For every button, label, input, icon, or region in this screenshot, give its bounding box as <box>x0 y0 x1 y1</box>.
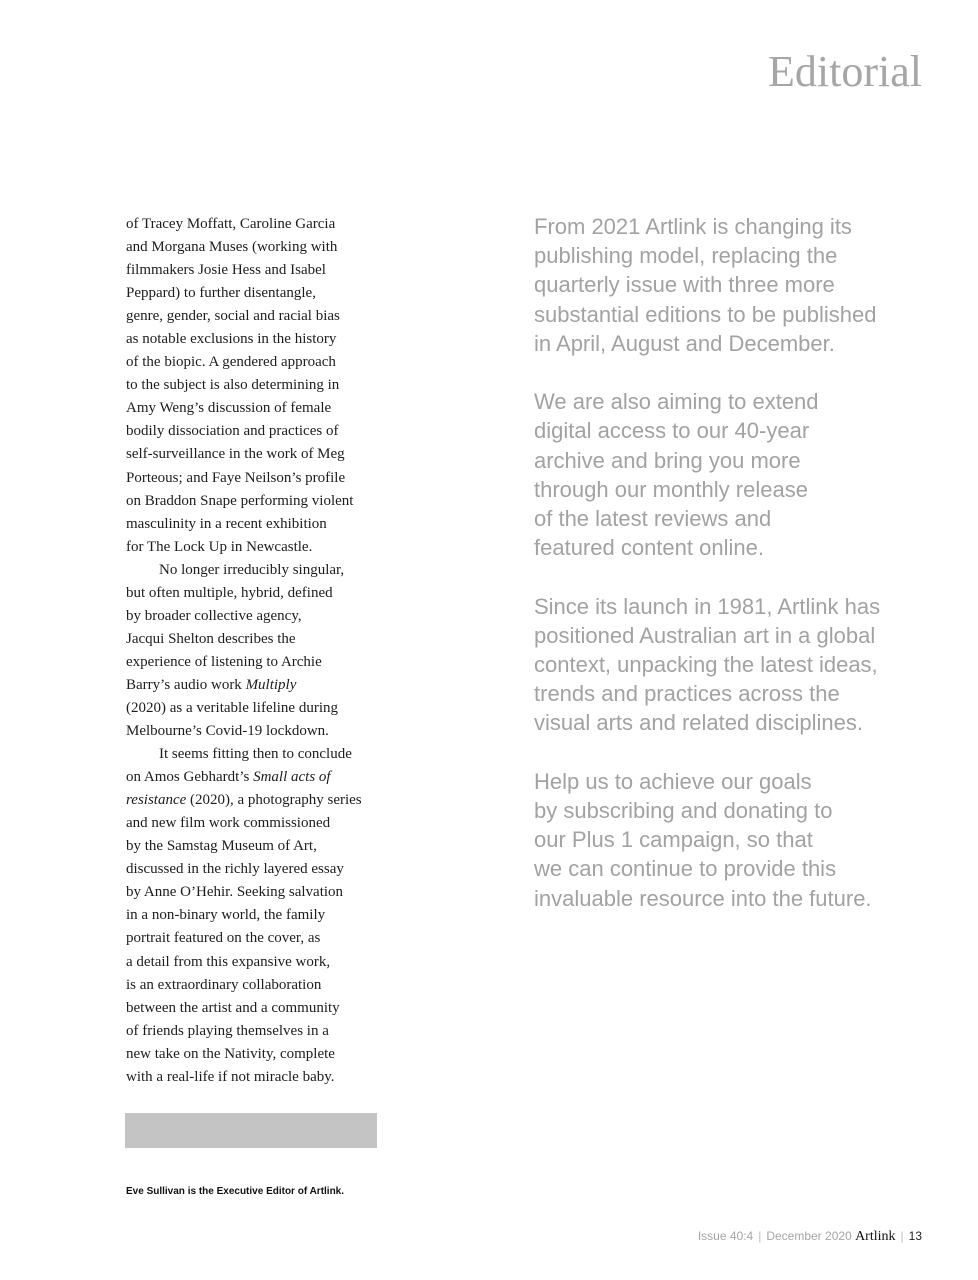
pull-quote-line: by subscribing and donating to <box>534 798 833 824</box>
body-line: but often multiple, hybrid, defined <box>126 584 333 601</box>
body-line: experience of listening to Archie <box>126 653 322 670</box>
body-line: in a non-binary world, the family <box>126 907 326 924</box>
body-line: for The Lock Up in Newcastle. <box>126 538 313 555</box>
pull-quote-line: Since its launch in 1981, Artlink has <box>534 593 881 619</box>
body-line: to the subject is also determining in <box>126 377 340 394</box>
pull-quote-line: invaluable resource into the future. <box>534 885 872 911</box>
pull-quote-line: featured content online. <box>534 535 764 561</box>
pull-quote-paragraph <box>534 387 914 562</box>
body-line: (2020) as a veritable lifeline during <box>126 699 339 716</box>
body-line: portrait featured on the cover, as <box>126 930 321 947</box>
body-line: filmmakers Josie Hess and Isabel <box>126 262 326 279</box>
pull-quote-line: archive and bring you more <box>534 447 801 473</box>
body-line: between the artist and a community <box>126 999 340 1016</box>
footer-divider: | <box>758 1229 762 1243</box>
page-footer <box>698 1229 922 1245</box>
body-line: Porteous; and Faye Neilson’s profile <box>126 469 346 486</box>
body-line: by the Samstag Museum of Art, <box>126 838 317 855</box>
body-line <box>126 674 394 697</box>
body-line: of friends playing themselves in a <box>126 1022 329 1039</box>
body-line: of Tracey Moffatt, Caroline Garcia <box>126 216 336 232</box>
section-title: Editorial <box>768 47 922 96</box>
body-line: new take on the Nativity, complete <box>126 1045 335 1062</box>
body-line: as notable exclusions in the history <box>126 331 337 348</box>
body-line: It seems fitting then to conclude <box>159 746 352 763</box>
issue-date: December 2020 <box>766 1229 852 1243</box>
pull-quote-column <box>534 212 914 942</box>
artwork-title: Small acts of <box>253 769 331 786</box>
pull-quote-line: of the latest reviews and <box>534 506 772 532</box>
body-line: on Braddon Snape performing violent <box>126 492 354 509</box>
body-line: discussed in the richly layered essay <box>126 861 344 878</box>
pull-quote-paragraph <box>534 592 914 738</box>
body-text: (2020), a photography series <box>190 792 362 809</box>
pull-quote-line: visual arts and related disciplines. <box>534 710 863 736</box>
body-line: self-surveillance in the work of Meg <box>126 446 345 463</box>
body-line: bodily dissociation and practices of <box>126 423 339 440</box>
body-line: Jacqui Shelton describes the <box>126 630 296 647</box>
pull-quote-line: quarterly issue with three more <box>534 272 835 298</box>
pull-quote-paragraph <box>534 767 914 913</box>
artwork-title: Multiply <box>245 676 297 693</box>
artwork-title: resistance <box>126 792 187 809</box>
author-byline: Eve Sullivan is the Executive Editor of Artlink. <box>126 1186 345 1197</box>
body-line: genre, gender, social and racial bias <box>126 308 340 325</box>
article-body-column <box>126 213 394 1089</box>
body-line: masculinity in a recent exhibition <box>126 515 327 532</box>
body-line: Melbourne’s Covid-19 lockdown. <box>126 723 329 740</box>
pull-quote-line: substantial editions to be published <box>534 301 877 327</box>
pull-quote-line: positioned Australian art in a global <box>534 622 876 648</box>
body-text: on Amos Gebhardt’s <box>126 769 250 786</box>
pull-quote-line: From 2021 Artlink is changing its <box>534 214 852 239</box>
body-line <box>126 766 394 789</box>
body-line: Peppard) to further disentangle, <box>126 285 316 302</box>
pull-quote-paragraph <box>534 212 914 358</box>
body-line: No longer irreducibly singular, <box>159 561 345 578</box>
body-line: and new film work commissioned <box>126 815 331 832</box>
body-line: a detail from this expansive work, <box>126 953 331 970</box>
body-line: of the biopic. A gendered approach <box>126 354 336 371</box>
signature-placeholder-bar <box>125 1113 377 1148</box>
pull-quote-line: our Plus 1 campaign, so that <box>534 827 813 853</box>
pull-quote-line: we can continue to provide this <box>534 856 837 882</box>
pull-quote-line: digital access to our 40-year <box>534 418 810 444</box>
body-line: is an extraordinary collaboration <box>126 976 322 993</box>
pull-quote-line: Help us to achieve our goals <box>534 768 812 794</box>
issue-number: Issue 40:4 <box>697 1229 754 1243</box>
body-line: with a real-life if not miracle baby. <box>126 1068 335 1085</box>
pull-quote-line: through our monthly release <box>534 476 808 502</box>
body-text: Barry’s audio work <box>126 676 242 693</box>
pull-quote-line: We are also aiming to extend <box>534 389 819 415</box>
body-line <box>126 789 394 812</box>
body-line: by Anne O’Hehir. Seeking salvation <box>126 884 344 901</box>
pull-quote-line: publishing model, replacing the <box>534 243 838 269</box>
body-line: Amy Weng’s discussion of female <box>126 400 332 417</box>
pull-quote-line: trends and practices across the <box>534 681 840 707</box>
footer-divider: | <box>900 1229 904 1243</box>
body-line: and Morgana Muses (working with <box>126 239 338 256</box>
body-line: by broader collective agency, <box>126 607 302 624</box>
publication-name: Artlink <box>855 1229 896 1244</box>
pull-quote-line: in April, August and December. <box>534 330 835 356</box>
page-number: 13 <box>908 1229 922 1243</box>
pull-quote-line: context, unpacking the latest ideas, <box>534 652 878 678</box>
